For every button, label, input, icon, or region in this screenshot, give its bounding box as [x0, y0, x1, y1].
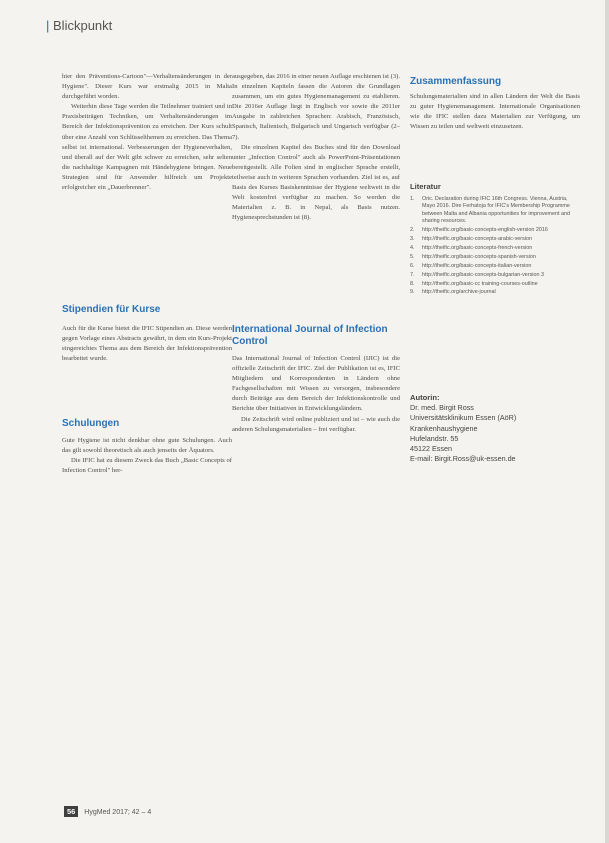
column-left: [62, 72, 232, 193]
literature-list: [410, 196, 580, 298]
heading-zusammenfassung: Zusammenfassung: [410, 76, 502, 87]
literature-item: [410, 196, 580, 226]
author-label: Autorin:: [410, 393, 440, 402]
literature-item: [410, 227, 580, 234]
literature-text: http://theific.org/basic-concepts-bulgarian-version 3: [422, 271, 544, 278]
author-email: E-mail: Birgit.Ross@uk-essen.de: [410, 454, 516, 464]
literature-text: http://theific.org/basic-concepts-french-version: [422, 244, 533, 251]
section-header: [46, 18, 112, 33]
literature-number: 9.: [410, 289, 415, 296]
author-line: Krankenhaushygiene: [410, 423, 478, 433]
literature-item: [410, 236, 580, 243]
paragraph: Schulungsmaterialien sind in allen Ländern der Welt die Basis zu guter Hygienemanagement. Internationale Organisationen wie die IFIC stellen dazu Materialien zur Verfügung, um Wissen zu teilen und weltweit einzusetzen.: [410, 93, 580, 131]
literature-item: [410, 245, 580, 252]
paragraph: Gute Hygiene ist nicht denkbar ohne gute Schulungen. Auch das gilt sowohl theoretisch als auch jenseits der Äquators.: [62, 437, 232, 455]
section-divider: |: [46, 18, 50, 33]
column-left-block-3: [62, 436, 232, 476]
literature-text: http://theific.org/basic-cc training-courses-outline: [422, 280, 538, 287]
column-right: [410, 92, 580, 132]
author-line: 45122 Essen: [410, 444, 452, 454]
author-block: [410, 393, 585, 464]
literature-item: [410, 281, 580, 288]
literature-number: 2.: [410, 227, 415, 234]
journal-citation: HygMed 2017; 42 – 4: [84, 809, 152, 816]
author-line: Universitätsklinikum Essen (AöR): [410, 413, 517, 423]
literature-number: 1.: [410, 196, 415, 202]
paragraph: ausgegeben, das 2016 in einer neuen Auflage erschienen ist (3). In einzelnen Kapiteln fassen die Autoren die Grundlagen zusammen, um ein gutes Hygienemanagement zu etablieren. Die 2016er Auflage liegt in Englisch vor sowie die 2011er Ausgabe in zahlreichen Sprachen: Arabisch, Französisch, Spanisch, Italienisch, Bulgarisch und Ungarisch verfügbar (2–7).: [232, 73, 400, 141]
literature-text: http://theific.org/basic-concepts-italian-version: [422, 262, 532, 269]
paragraph: Die Zeitschrift wird online publiziert und ist – wie auch die anderen Schulungsmaterialien – frei verfügbar.: [232, 415, 400, 433]
column-left-block-2: [62, 324, 232, 364]
paragraph: Weiterhin diese Tage werden die Teilnehmer trainiert und in Praxisbeiträgen Techniken, um Verhaltensänderungen im Bereich der Infektionsprävention zu erreichen. Der Kurs schult über eine Anzahl von Schlüsselthemen zu erreichen. Das Thema selbst ist international. Verbesserungen der Hygieneverhalten, und überall auf der Welt gibt schwer zu erreichen, sehr selten die nachhaltige Kampagnen mit Händehygiene bringen. Neue Strategien sind für Anwender hilfreich um Projekte erfolgreicher ein „Dauerbrenner".: [62, 103, 232, 192]
column-middle-block-2: [232, 354, 400, 435]
heading-journal: International Journal of Infection Control: [232, 324, 388, 347]
literature-number: 4.: [410, 244, 415, 251]
literature-text: http://theific.org/basic-concepts-english-version 2016: [422, 227, 548, 234]
literature-number: 6.: [410, 262, 415, 269]
heading-schulungen: Schulungen: [62, 418, 120, 429]
heading-literatur: Literatur: [410, 182, 441, 191]
literature-item: [410, 263, 580, 270]
literature-number: 7.: [410, 271, 415, 278]
literature-number: 3.: [410, 236, 415, 243]
author-line: Dr. med. Birgit Ross: [410, 403, 474, 413]
literature-item: [410, 272, 580, 279]
literature-text: Oric. Declaration during IFIC 16th Congress. Vienna, Austria, Mayo 2016. Dire Ferhatoja for IFIC's Membership Programme between Malta and Albania opportunities for improvement and sharing resources.: [422, 196, 571, 225]
literature-text: http://theific.org/basic-concepts-spanish-version: [422, 253, 536, 260]
literature-text: http://theific.org/basic-concepts-arabic-version: [422, 236, 532, 243]
literature-text: http://theific.org/archive-journal: [422, 289, 496, 296]
section-title: Blickpunkt: [53, 18, 113, 33]
paragraph: Auch für die Kurse bietet die IFIC Stipendien an. Diese werden gegen Vorlage eines Abstracts gewährt, in dem ein Kurs-Projekt eingereichtes Thema aus dem Bereich der Infektionsprävention bearbeitet wurde.: [62, 325, 232, 363]
column-middle: [232, 72, 400, 223]
author-line: Hufelandstr. 55: [410, 433, 459, 443]
literature-number: 5.: [410, 253, 415, 260]
paragraph: hier den Präventions-Cartoon"—Verhaltensänderungen in der Hygiene". Dieser Kurs war erstmalig 2015 in Malta durchgeführt worden.: [62, 73, 232, 101]
paragraph: Die einzelnen Kapitel des Buches sind für den Download unter „Infection Control" auch als PowerPoint-Präsentationen bereitgestellt. Alle Folien sind in englischer Sprache erstellt, teilweise auch in weiteren Sprachen vorhanden. Ziel ist es, auf Basis des Kurses Basiskenntnisse der Hygiene weltweit in die Welt kostenfrei verfügbar zu machen. So werden die Materialien z. B. in Nepal, als Basis nutzen. Hygienesprechstunden ist (8).: [232, 143, 400, 222]
literature-item: [410, 254, 580, 261]
literature-item: [410, 289, 580, 296]
page-number: 56: [64, 806, 78, 817]
paragraph: Das International Journal of Infection Control (IJIC) ist die offizielle Zeitschrift der IFIC. Ziel der Publikation ist es, IFIC Mitgliedern und Korrespondenten in Ländern ohne Fachgesellschaften mit Wissen zu versorgen, insbesondere durch Beiträge aus dem Bereich der Infektionskontrolle und Berichte über Initiativen in Entwicklungsländern.: [232, 355, 400, 413]
page-edge: [605, 0, 609, 843]
literature-number: 8.: [410, 280, 415, 287]
paragraph: Die IFIC hat zu diesem Zweck das Buch „Basic Concepts of Infection Control" her-: [62, 457, 232, 475]
page-footer: [64, 806, 151, 817]
heading-stipendien: Stipendien für Kurse: [62, 304, 161, 315]
